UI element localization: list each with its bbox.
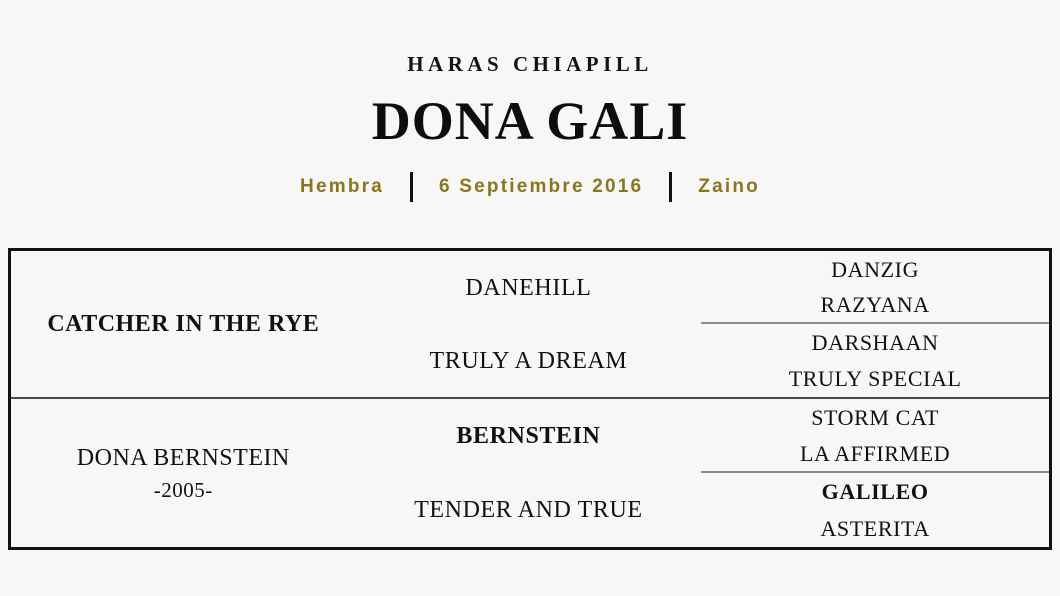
pedigree-cell-sire-sire-dam xyxy=(701,288,1049,325)
dam-year: -2005- xyxy=(153,477,213,502)
pedigree-cell-dam xyxy=(11,399,356,547)
pedigree-cell-sire xyxy=(11,251,356,397)
sire-sire-dam-name: RAZYANA xyxy=(820,292,930,317)
pedigree-sire-half xyxy=(11,251,1049,399)
certificate-header xyxy=(0,0,1060,202)
dam-name xyxy=(77,443,290,503)
dam-sire-dam-name: LA AFFIRMED xyxy=(800,440,951,466)
pedigree-cell-sire-dam xyxy=(356,324,702,397)
sire-sire-sire-name: DANZIG xyxy=(831,256,920,282)
dam-dam-dam-name: ASTERITA xyxy=(820,515,930,541)
page-title: DONA GALI xyxy=(371,91,689,151)
sire-dam-name: TRULY A DREAM xyxy=(429,347,628,374)
pedigree-cell-sire-dam-dam xyxy=(701,361,1049,398)
pedigree-cell-sire-dam-sire xyxy=(701,324,1049,361)
pedigree-cell-dam-sire xyxy=(356,399,702,473)
dam-sire-sire-name: STORM CAT xyxy=(811,404,940,430)
pedigree-cell-dam-dam xyxy=(356,473,702,547)
sire-sire-name: DANEHILL xyxy=(465,274,592,301)
sire-dam-dam-name: TRULY SPECIAL xyxy=(788,366,962,391)
dam-dam-name: TENDER AND TRUE xyxy=(414,497,643,523)
horse-birth-date: 6 Septiembre 2016 xyxy=(439,175,644,197)
pedigree-cell-dam-dam-sire xyxy=(701,473,1049,510)
pedigree-cell-dam-sire-dam xyxy=(701,436,1049,473)
pedigree-column-great-grandparents-dam xyxy=(701,399,1049,547)
pedigree-column-grandparents-sire xyxy=(356,251,702,397)
pedigree-table xyxy=(8,248,1052,550)
sire-name: CATCHER IN THE RYE xyxy=(47,311,320,337)
dam-dam-sire-name: GALILEO xyxy=(821,478,929,504)
pedigree-cell-sire-sire-sire xyxy=(701,251,1049,288)
pedigree-column-grandparents-dam xyxy=(356,399,702,547)
sire-dam-sire-name: DARSHAAN xyxy=(811,329,939,355)
horse-meta-row xyxy=(0,172,1060,202)
pedigree-cell-sire-sire xyxy=(356,251,702,324)
horse-sex: Hembra xyxy=(300,175,384,197)
pedigree-cell-dam-sire-sire xyxy=(701,399,1049,436)
dam-name-text: DONA BERNSTEIN xyxy=(76,444,290,471)
dam-sire-name: BERNSTEIN xyxy=(456,423,601,449)
farm-name: HARAS CHIAPILL xyxy=(407,52,653,76)
pedigree-cell-dam-dam-dam xyxy=(701,510,1049,547)
pedigree-column-great-grandparents-sire xyxy=(701,251,1049,397)
pedigree-dam-half xyxy=(11,399,1049,547)
horse-coat-color: Zaino xyxy=(698,175,760,197)
